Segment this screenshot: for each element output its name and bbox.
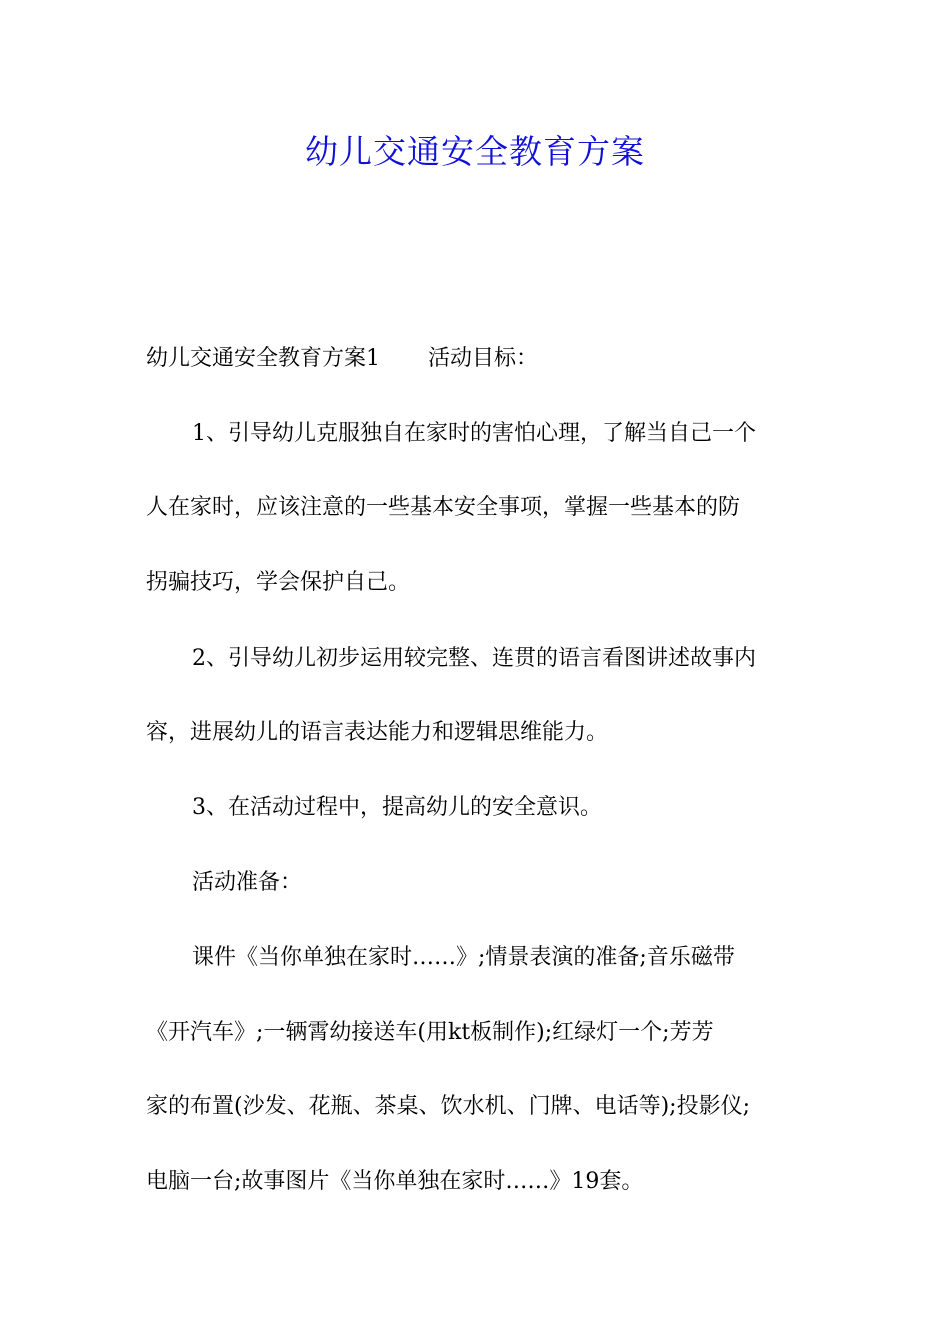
paragraph-line: 家的布置(沙发、花瓶、茶桌、饮水机、门牌、电话等);投影仪; (146, 1094, 750, 1119)
paragraph-line: 课件《当你单独在家时……》;情景表演的准备;音乐磁带 (192, 945, 735, 970)
plan-heading: 幼儿交通安全教育方案1 (146, 346, 380, 371)
paragraph-line: 拐骗技巧，学会保护自己。 (146, 570, 411, 595)
paragraph-line: 人在家时，应该注意的一些基本安全事项，掌握一些基本的防 (146, 495, 741, 520)
document-title: 幼儿交通安全教育方案 (305, 132, 645, 171)
paragraph-line: 3、在活动过程中，提高幼儿的安全意识。 (192, 795, 602, 820)
paragraph-line: 《开汽车》;一辆霄幼接送车(用kt板制作);红绿灯一个;芳芳 (146, 1020, 714, 1045)
intro-line (146, 343, 836, 375)
paragraph-line: 2、引导幼儿初步运用较完整、连贯的语言看图讲述故事内 (192, 646, 756, 671)
paragraph-line: 容，进展幼儿的语言表达能力和逻辑思维能力。 (146, 720, 609, 745)
paragraph-line: 电脑一台;故事图片《当你单独在家时……》19套。 (146, 1169, 644, 1194)
paragraph-line: 1、引导幼儿克服独自在家时的害怕心理，了解当自己一个 (192, 421, 756, 446)
goals-section-label: 活动目标： (428, 346, 539, 371)
section-heading-preparation: 活动准备： (192, 870, 303, 895)
